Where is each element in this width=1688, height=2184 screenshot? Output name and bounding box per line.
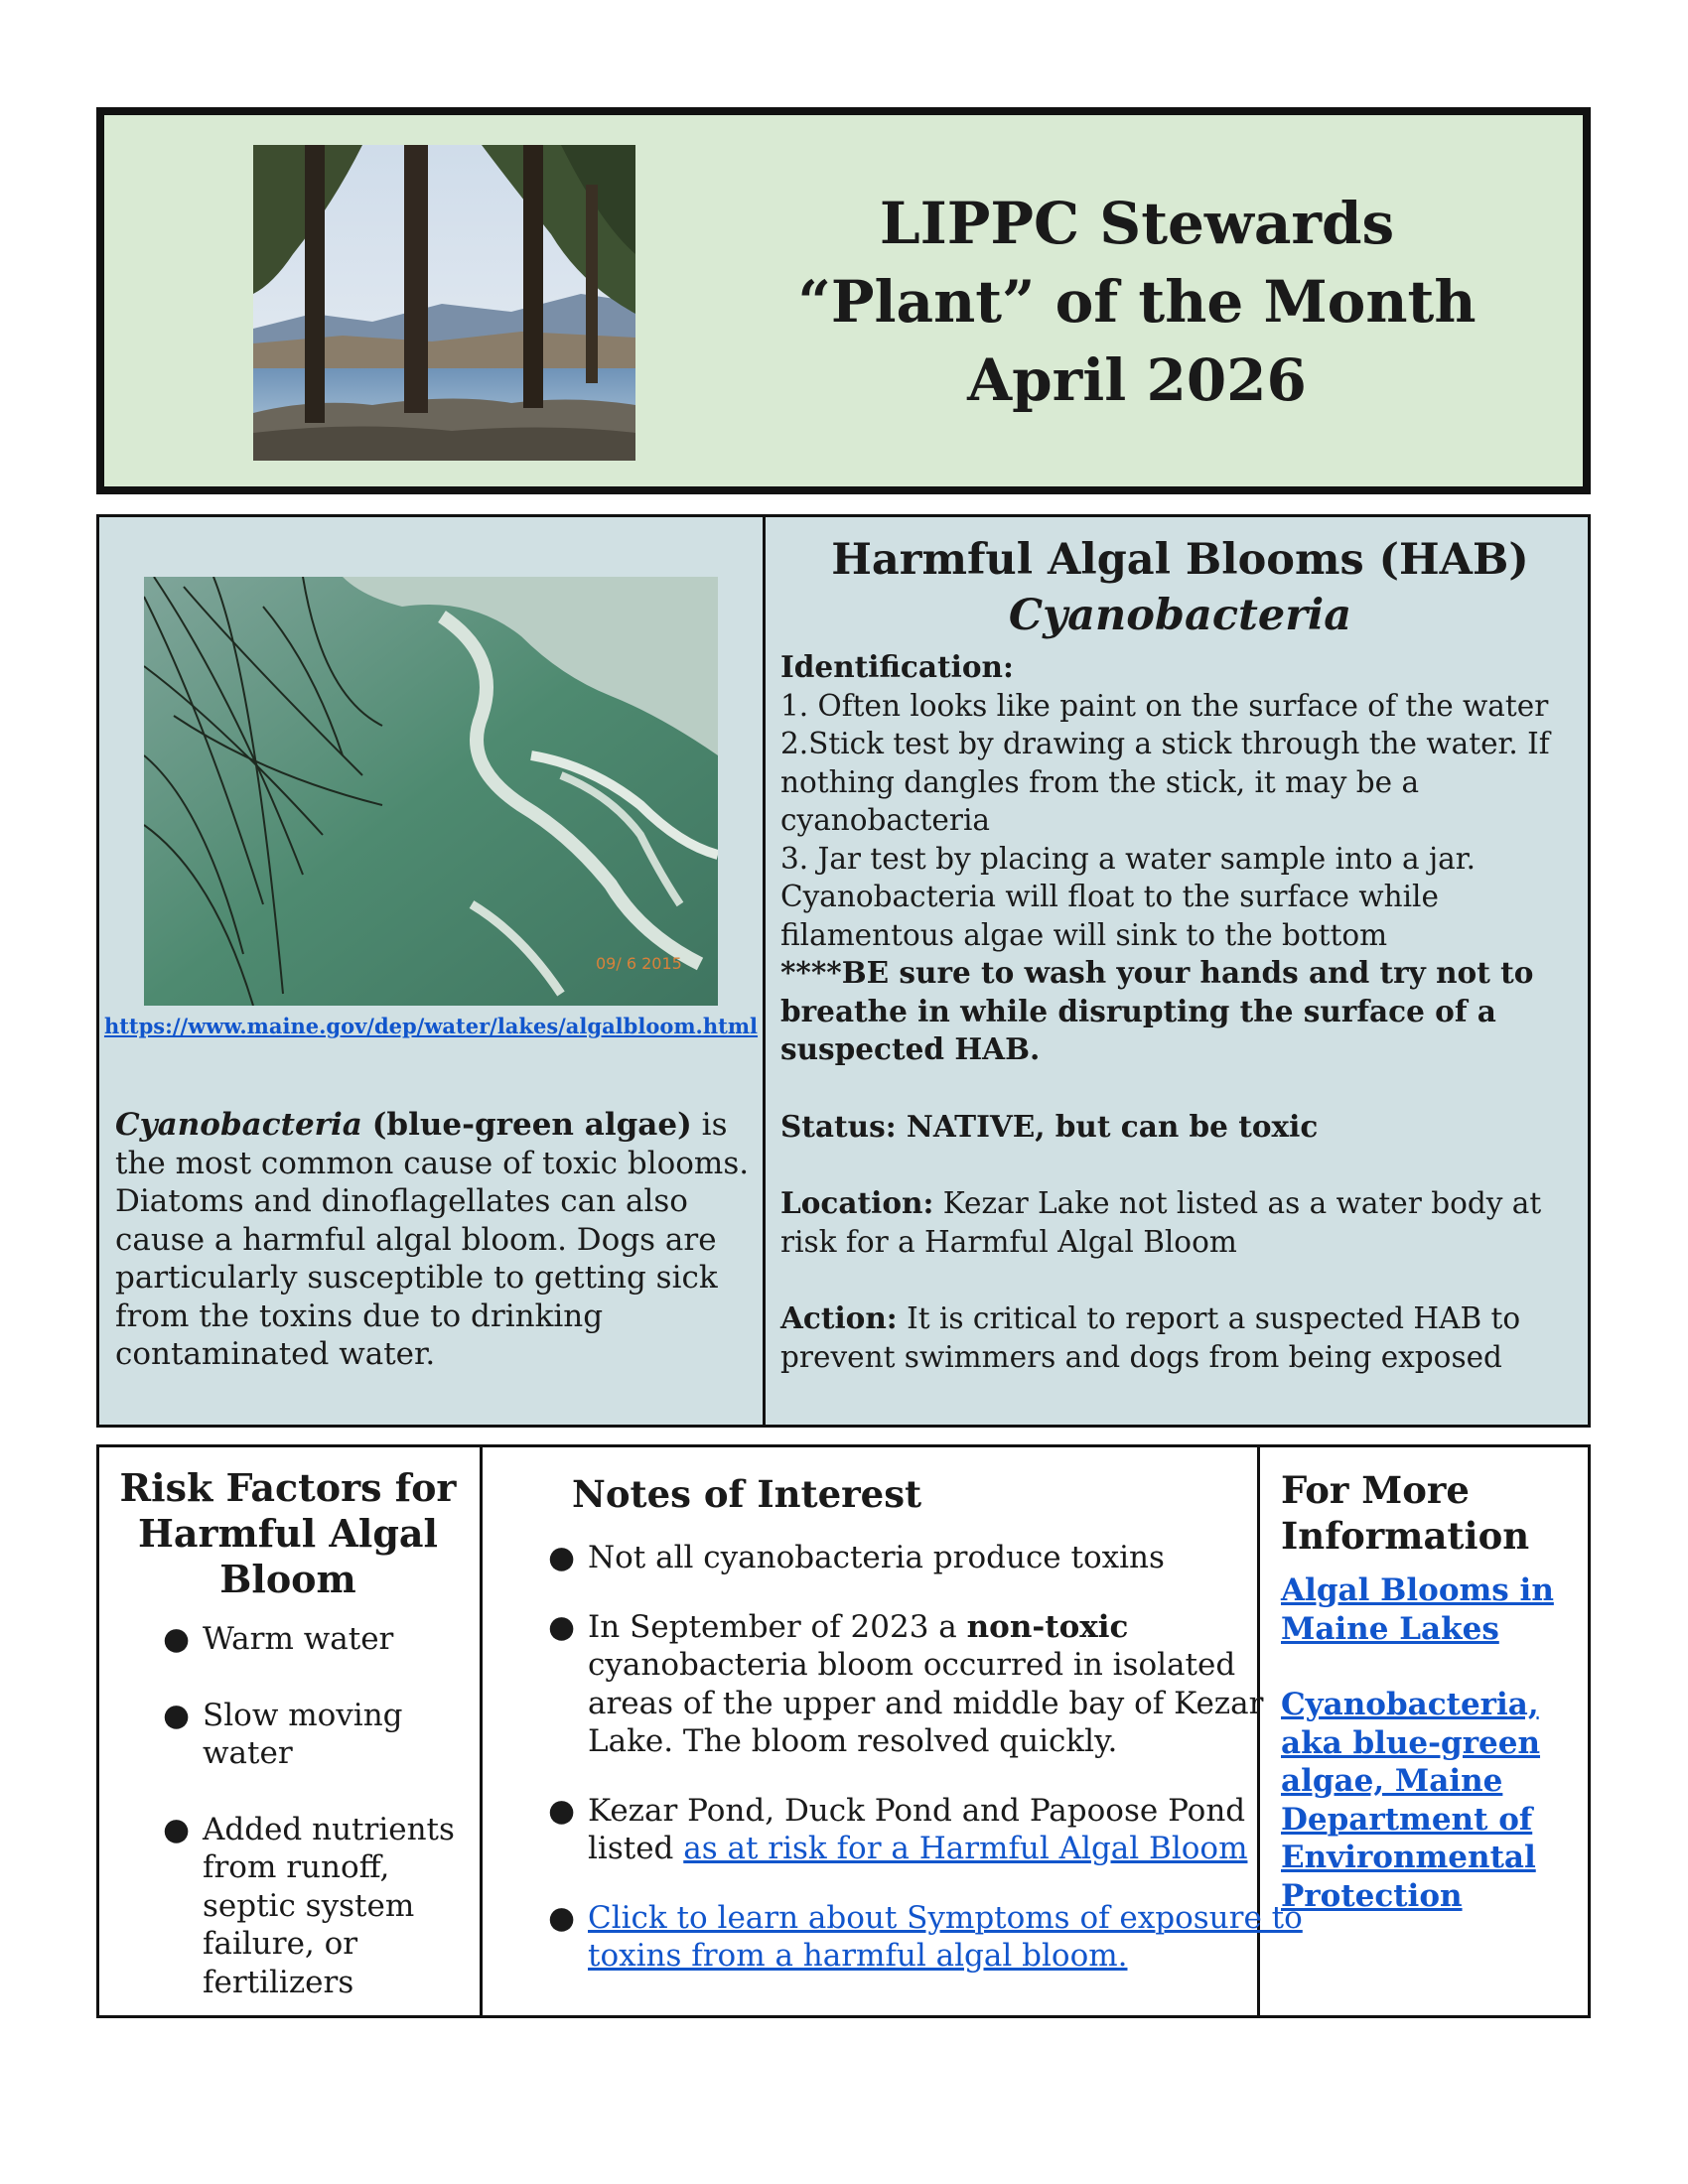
maine-dep-cyanobacteria-link[interactable]: Cyanobacteria, aka blue-green algae, Maine Department of Environmental Protection: [1281, 1687, 1541, 1914]
location-label: Location:: [780, 1185, 934, 1220]
risk-item-text: Added nutrients from runoff, septic system failure, or fertilizers: [203, 1811, 455, 2000]
title-line-feature: “Plant” of the Month: [797, 268, 1477, 336]
more-info-title: For More Information: [1281, 1468, 1530, 1558]
ident-item-3: 3. Jar test by placing a water sample into a jar. Cyanobacteria will float to the surface while filamentous algae will sink to the bottom: [780, 841, 1476, 952]
hab-title: Harmful Algal Blooms (HAB): [831, 535, 1529, 585]
symptoms-link[interactable]: Click to learn about Symptoms of exposure to toxins from a harmful algal bloom.: [588, 1899, 1303, 1974]
list-item: [151, 1811, 459, 2002]
list-item: [151, 1620, 459, 1659]
photo-timestamp: 09/ 6 2015: [596, 954, 682, 973]
action-label: Action:: [780, 1300, 898, 1335]
notes-list: [536, 1539, 1311, 2006]
column-divider: [763, 517, 766, 1425]
identification-label: Identification:: [780, 649, 1014, 684]
action-section: [780, 1299, 1580, 1376]
bottom-info-table: [96, 1444, 1591, 2018]
ident-item-2: 2.Stick test by drawing a stick through the water. If nothing dangles from the stick, it may be a cyanobacteria: [780, 727, 1550, 837]
status-text: Status: NATIVE, but can be toxic: [780, 1109, 1319, 1144]
column-divider: [480, 1447, 483, 2015]
cyanobacteria-description: [115, 1106, 756, 1374]
photo-source-link[interactable]: https://www.maine.gov/dep/water/lakes/algalbloom.html: [103, 1014, 759, 1038]
note-text: Not all cyanobacteria produce toxins: [588, 1540, 1165, 1575]
notes-title: Notes of Interest: [572, 1472, 922, 1516]
list-item: [536, 1899, 1311, 1976]
species-info-table: [96, 514, 1591, 1428]
list-item: [536, 1608, 1311, 1761]
intro-term-paren: (blue-green algae): [371, 1107, 692, 1143]
title-line-org: LIPPC Stewards: [879, 190, 1395, 257]
bullet-icon: ●: [163, 1621, 191, 1657]
bullet-icon: ●: [548, 1792, 576, 1829]
note-text: Kezar Pond, Duck Pond and Papoose Pond listed: [588, 1792, 1246, 1866]
lake-photo: [253, 145, 635, 461]
intro-term: Cyanobacteria: [115, 1107, 362, 1143]
action-text: It is critical to report a suspected HAB to prevent swimmers and dogs from being exposed: [780, 1301, 1521, 1374]
header-banner: [96, 107, 1591, 494]
safety-warning: ****BE sure to wash your hands and try not to breathe in while disrupting the surface of a suspected HAB.: [780, 955, 1534, 1066]
bullet-icon: ●: [163, 1697, 191, 1733]
bullet-icon: ●: [163, 1811, 191, 1847]
note-text: In September of 2023 a: [588, 1608, 957, 1645]
algae-bloom-photo: [144, 577, 718, 1006]
location-text: Kezar Lake not listed as a water body at risk for a Harmful Algal Bloom: [780, 1186, 1542, 1259]
identification-section: [780, 648, 1580, 1069]
bullet-icon: ●: [548, 1608, 576, 1645]
list-item: [536, 1792, 1311, 1868]
risk-factors-list: [151, 1620, 459, 2039]
at-risk-link[interactable]: as at risk for a Harmful Algal Bloom: [683, 1831, 1248, 1866]
ident-item-1: 1. Often looks like paint on the surface of the water: [780, 688, 1549, 723]
risk-item-text: Slow moving water: [203, 1697, 403, 1771]
bullet-icon: ●: [548, 1540, 576, 1575]
hab-subtitle: Cyanobacteria: [1008, 591, 1352, 640]
page-title: [750, 185, 1524, 420]
note-emphasis: non-toxic: [966, 1608, 1129, 1645]
algal-blooms-maine-link[interactable]: Algal Blooms in Maine Lakes: [1281, 1572, 1554, 1647]
intro-text: is the most common cause of toxic blooms. Diatoms and dinoflagellates can also cause a harmful algal bloom. Dogs are particularly susceptible to getting sick from the toxins due to drinking contaminated water.: [115, 1107, 750, 1372]
bullet-icon: ●: [548, 1899, 576, 1936]
risk-factors-title: Risk Factors for Harmful Algal Bloom: [119, 1465, 457, 1601]
title-line-date: April 2026: [967, 346, 1307, 414]
note-text: cyanobacteria bloom occurred in isolated areas of the upper and middle bay of Kezar Lake. The bloom resolved quickly.: [588, 1647, 1264, 1759]
list-item: [151, 1697, 459, 1773]
list-item: [536, 1539, 1311, 1577]
location-section: [780, 1184, 1580, 1261]
risk-item-text: Warm water: [203, 1621, 394, 1657]
